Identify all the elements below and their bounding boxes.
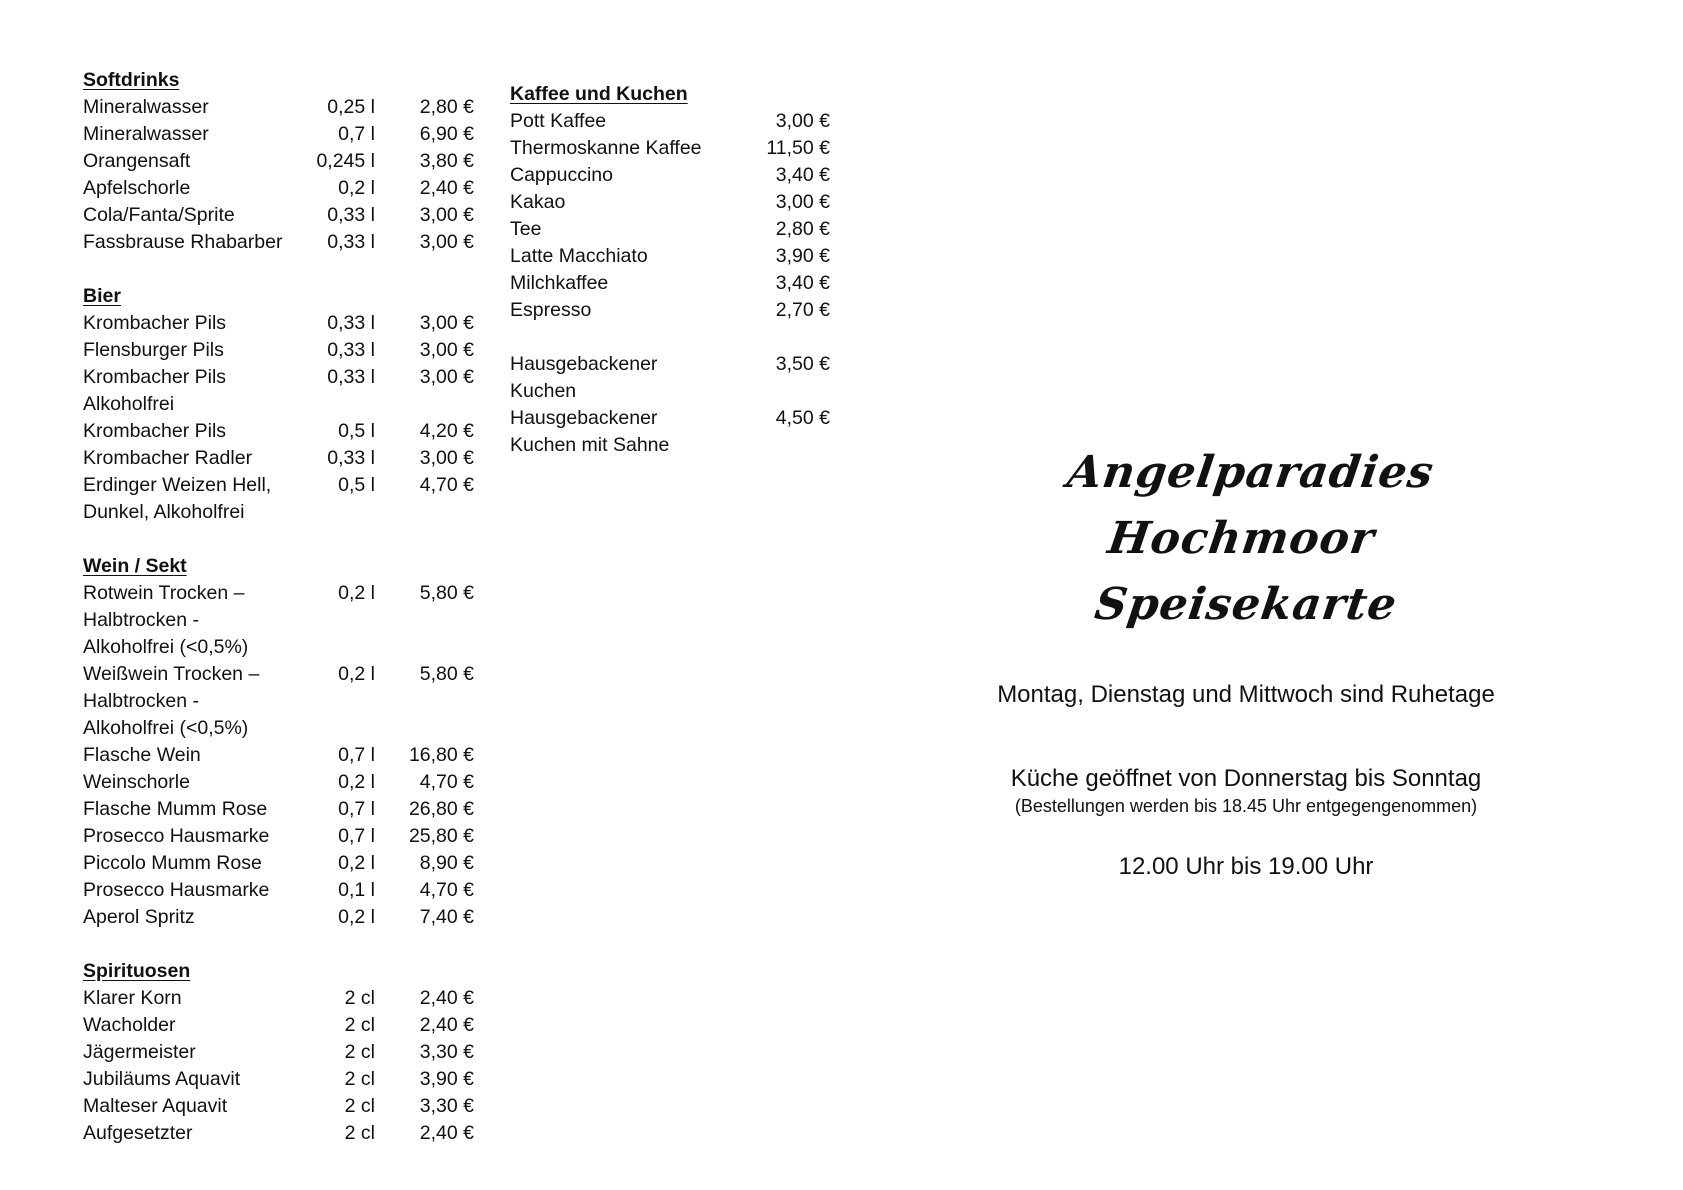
menu-item <box>510 405 840 459</box>
item-name: Weinschorle <box>83 771 190 793</box>
item-price: 4,70 € <box>419 771 474 793</box>
item-name: Milchkaffee <box>510 272 609 294</box>
item-name: Flensburger Pils <box>83 339 224 361</box>
item-volume: 0,33 l <box>327 339 375 361</box>
item-name: Thermoskanne Kaffee <box>510 137 702 159</box>
item-volume: 0,7 l <box>338 798 375 820</box>
item-volume: 0,33 l <box>327 231 375 253</box>
menu-item <box>510 189 840 216</box>
item-volume: 2 cl <box>344 987 375 1009</box>
item-price: 2,40 € <box>419 177 474 199</box>
item-name: Rotwein Trocken – Halbtrocken - Alkoholfrei (<0,5%) <box>83 582 249 658</box>
section-heading-spirituosen: Spirituosen <box>83 960 191 982</box>
item-price: 2,40 € <box>419 1014 474 1036</box>
item-price: 2,80 € <box>775 218 830 240</box>
opening-hours: 12.00 Uhr bis 19.00 Uhr <box>1118 853 1374 880</box>
menu-item <box>83 418 483 445</box>
menu-item <box>83 175 483 202</box>
item-name: Weißwein Trocken – Halbtrocken - Alkoholfrei (<0,5%) <box>83 663 260 739</box>
menu-item <box>83 1012 483 1039</box>
menu-item <box>83 337 483 364</box>
item-price: 3,00 € <box>419 366 474 388</box>
item-price: 3,00 € <box>419 447 474 469</box>
menu-item <box>83 985 483 1012</box>
item-volume: 0,7 l <box>338 744 375 766</box>
item-name: Wacholder <box>83 1014 176 1036</box>
item-name: Cappuccino <box>510 164 613 186</box>
menu-item <box>83 1039 483 1066</box>
item-price: 3,00 € <box>419 231 474 253</box>
item-volume: 0,2 l <box>338 582 375 604</box>
menu-item <box>510 351 840 405</box>
item-name: Krombacher Pils <box>83 420 227 442</box>
item-volume: 0,33 l <box>327 447 375 469</box>
drinks-column <box>83 67 483 1174</box>
item-name: Aufgesetzter <box>83 1122 193 1144</box>
item-volume: 0,7 l <box>338 825 375 847</box>
item-name: Latte Macchiato <box>510 245 648 267</box>
item-price: 26,80 € <box>408 798 474 820</box>
item-price: 3,00 € <box>775 191 830 213</box>
cover-panel <box>940 440 1552 882</box>
menu-item <box>510 216 840 243</box>
item-volume: 0,25 l <box>327 96 375 118</box>
section-heading-kaffee-kuchen: Kaffee und Kuchen <box>510 83 688 105</box>
item-price: 2,40 € <box>419 1122 474 1144</box>
item-volume: 0,2 l <box>338 771 375 793</box>
item-price: 2,80 € <box>419 96 474 118</box>
item-price: 5,80 € <box>419 582 474 604</box>
item-volume: 0,2 l <box>338 177 375 199</box>
menu-item <box>83 742 483 769</box>
item-price: 11,50 € <box>766 137 830 159</box>
item-price: 3,40 € <box>775 164 830 186</box>
item-name: Cola/Fanta/Sprite <box>83 204 235 226</box>
item-volume: 0,2 l <box>338 663 375 685</box>
item-name: Fassbrause Rhabarber <box>83 231 283 253</box>
item-volume: 0,245 l <box>316 150 375 172</box>
item-price: 3,00 € <box>419 312 474 334</box>
menu-section-bier <box>83 283 483 526</box>
item-price: 3,50 € <box>775 353 830 375</box>
coffee-cake-column <box>510 81 840 459</box>
item-price: 3,00 € <box>419 204 474 226</box>
coffee-drinks-list <box>510 108 840 324</box>
item-price: 3,80 € <box>419 150 474 172</box>
item-volume: 0,5 l <box>338 420 375 442</box>
item-price: 25,80 € <box>408 825 474 847</box>
item-price: 5,80 € <box>419 663 474 685</box>
item-price: 3,40 € <box>775 272 830 294</box>
menu-item <box>510 297 840 324</box>
menu-item <box>510 270 840 297</box>
menu-item <box>83 94 483 121</box>
item-name: Flasche Mumm Rose <box>83 798 268 820</box>
menu-item <box>83 229 483 256</box>
item-name: Prosecco Hausmarke <box>83 879 270 901</box>
item-price: 3,30 € <box>419 1041 474 1063</box>
item-name: Krombacher Pils <box>83 312 227 334</box>
menu-item <box>83 1120 483 1147</box>
menu-item <box>510 135 840 162</box>
item-name: Malteser Aquavit <box>83 1095 228 1117</box>
item-name: Piccolo Mumm Rose <box>83 852 262 874</box>
item-name: Hausgebackener Kuchen <box>510 353 658 402</box>
item-volume: 2 cl <box>344 1122 375 1144</box>
menu-item <box>83 904 483 931</box>
item-name: Hausgebackener Kuchen mit Sahne <box>510 407 670 456</box>
item-price: 8,90 € <box>419 852 474 874</box>
menu-item <box>83 823 483 850</box>
item-volume: 2 cl <box>344 1095 375 1117</box>
section-heading-wein-sekt: Wein / Sekt <box>83 555 187 577</box>
menu-item <box>83 364 483 418</box>
section-heading-bier: Bier <box>83 285 121 307</box>
menu-item <box>83 1066 483 1093</box>
item-name: Flasche Wein <box>83 744 201 766</box>
item-price: 3,00 € <box>775 110 830 132</box>
item-name: Mineralwasser <box>83 96 209 118</box>
closed-days-text: Montag, Dienstag und Mittwoch sind Ruhetage <box>997 681 1495 708</box>
item-volume: 0,2 l <box>338 906 375 928</box>
item-name: Aperol Spritz <box>83 906 195 928</box>
item-name: Prosecco Hausmarke <box>83 825 270 847</box>
item-price: 3,90 € <box>419 1068 474 1090</box>
menu-section-wein-sekt <box>83 553 483 931</box>
item-volume: 2 cl <box>344 1068 375 1090</box>
menu-item <box>510 162 840 189</box>
item-name: Kakao <box>510 191 566 213</box>
item-price: 4,70 € <box>419 879 474 901</box>
menu-item <box>83 769 483 796</box>
item-price: 3,00 € <box>419 339 474 361</box>
menu-item <box>83 796 483 823</box>
menu-item <box>83 445 483 472</box>
menu-item <box>510 108 840 135</box>
item-name: Jägermeister <box>83 1041 196 1063</box>
menu-item <box>83 1093 483 1120</box>
item-price: 2,70 € <box>775 299 830 321</box>
menu-item <box>510 243 840 270</box>
cake-list <box>510 351 840 459</box>
menu-item <box>83 850 483 877</box>
item-name: Mineralwasser <box>83 123 209 145</box>
menu-item <box>83 877 483 904</box>
kitchen-days-text: Küche geöffnet von Donnerstag bis Sonntag <box>1010 765 1482 792</box>
item-volume: 0,33 l <box>327 312 375 334</box>
item-price: 4,70 € <box>419 474 474 496</box>
item-name: Tee <box>510 218 542 240</box>
menu-section-softdrinks <box>83 67 483 256</box>
restaurant-name: Angelparadies Hochmoor <box>1064 447 1438 564</box>
menu-item <box>83 202 483 229</box>
spacer <box>510 324 840 351</box>
menu-item <box>83 472 483 526</box>
item-price: 6,90 € <box>419 123 474 145</box>
menu-item <box>83 310 483 337</box>
item-name: Jubiläums Aquavit <box>83 1068 241 1090</box>
menu-item <box>83 661 483 742</box>
menu-item <box>83 148 483 175</box>
item-name: Orangensaft <box>83 150 191 172</box>
item-name: Pott Kaffee <box>510 110 607 132</box>
item-price: 3,90 € <box>775 245 830 267</box>
item-price: 2,40 € <box>419 987 474 1009</box>
item-price: 3,30 € <box>419 1095 474 1117</box>
item-name: Espresso <box>510 299 592 321</box>
menu-item <box>83 580 483 661</box>
item-name: Apfelschorle <box>83 177 191 199</box>
menu-item <box>83 121 483 148</box>
item-volume: 2 cl <box>344 1014 375 1036</box>
item-price: 4,50 € <box>775 407 830 429</box>
item-volume: 0,1 l <box>338 879 375 901</box>
item-volume: 0,33 l <box>327 204 375 226</box>
item-price: 7,40 € <box>419 906 474 928</box>
item-price: 4,20 € <box>419 420 474 442</box>
item-name: Krombacher Radler <box>83 447 253 469</box>
item-volume: 0,2 l <box>338 852 375 874</box>
item-name: Klarer Korn <box>83 987 182 1009</box>
menu-title: Speisekarte <box>1091 579 1401 630</box>
item-volume: 0,7 l <box>338 123 375 145</box>
item-name: Erdinger Weizen Hell, Dunkel, Alkoholfrei <box>83 474 272 523</box>
menu-section-spirituosen <box>83 958 483 1147</box>
order-note: (Bestellungen werden bis 18.45 Uhr entgegengenommen) <box>1014 796 1478 816</box>
section-heading-softdrinks: Softdrinks <box>83 69 180 91</box>
item-volume: 0,33 l <box>327 366 375 388</box>
item-name: Krombacher Pils Alkoholfrei <box>83 366 227 415</box>
item-price: 16,80 € <box>408 744 474 766</box>
item-volume: 2 cl <box>344 1041 375 1063</box>
item-volume: 0,5 l <box>338 474 375 496</box>
